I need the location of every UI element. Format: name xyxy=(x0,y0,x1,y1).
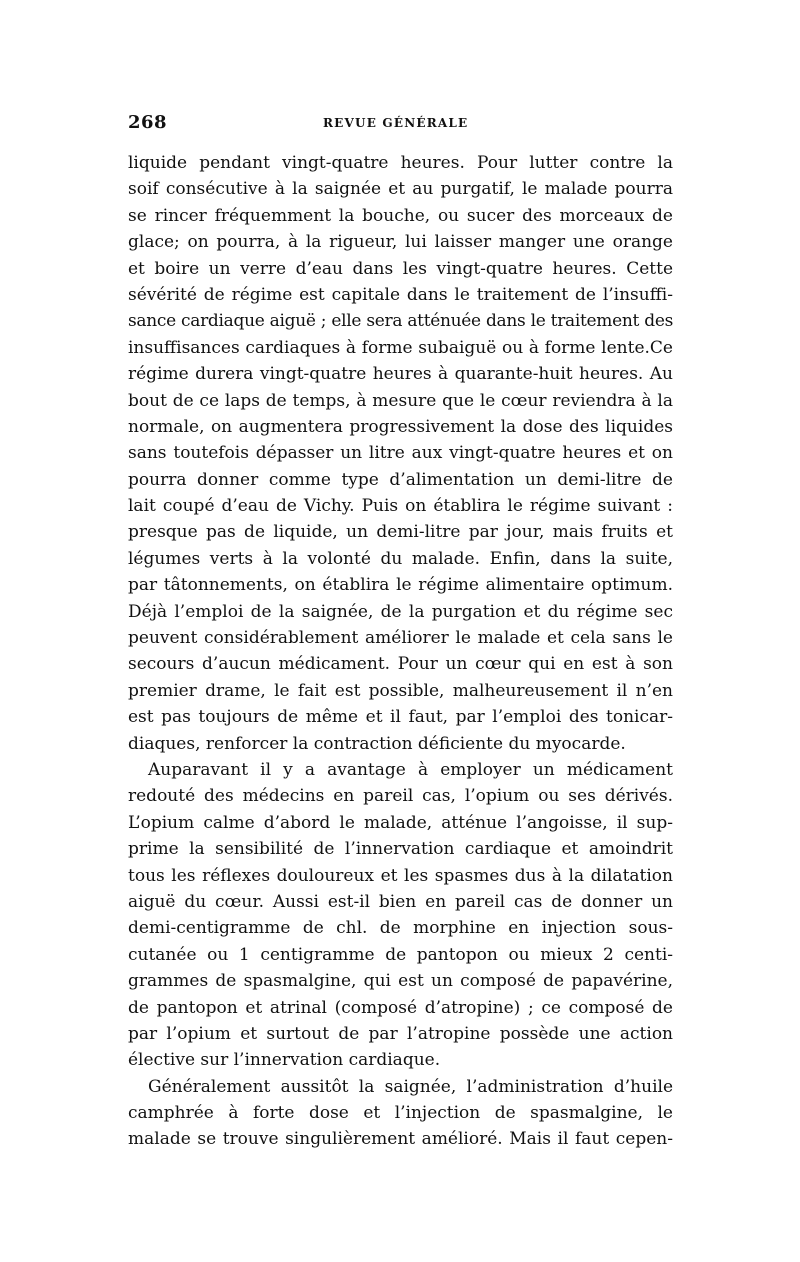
text-line: lait coupé d’eau de Vichy. Puis on établira le régime suivant : xyxy=(128,496,673,517)
text-line: secours d’aucun médicament. Pour un cœur qui en est à son xyxy=(128,654,673,675)
text-line: sance cardiaque aiguë ; elle sera atténuée dans le traitement des xyxy=(128,311,673,332)
text-line: Déjà l’emploi de la saignée, de la purgation et du régime sec xyxy=(128,601,673,622)
text-line: prime la sensibilité de l’innervation cardiaque et amoindrit xyxy=(128,839,673,860)
text-line: est pas toujours de même et il faut, par l’emploi des tonicar- xyxy=(128,707,673,728)
text-line: pourra donner comme type d’alimentation un demi-litre de xyxy=(128,469,673,490)
text-line: grammes de spasmalgine, qui est un composé de papavérine, xyxy=(128,971,673,992)
text-line: premier drame, le fait est possible, malheureusement il n’en xyxy=(128,680,673,701)
text-line: diaques, renforcer la contraction déficiente du myocarde. xyxy=(128,733,626,754)
text-line: tous les réflexes douloureux et les spasmes dus à la dilatation xyxy=(128,865,673,886)
text-line: liquide pendant vingt-quatre heures. Pour lutter contre la xyxy=(128,153,673,173)
text-line: régime durera vingt-quatre heures à quarante-huit heures. Au xyxy=(128,364,673,385)
text-line: et boire un verre d’eau dans les vingt-quatre heures. Cette xyxy=(128,258,673,279)
text-line: légumes verts à la volonté du malade. Enfin, dans la suite, xyxy=(128,548,673,569)
page-header xyxy=(128,112,673,138)
text-line: malade se trouve singulièrement amélioré. Mais il faut cepen- xyxy=(128,1129,673,1150)
text-line: élective sur l’innervation cardiaque. xyxy=(128,1050,441,1071)
text-line: sévérité de régime est capitale dans le traitement de l’insuffi- xyxy=(128,284,673,305)
text-line: sans toutefois dépasser un litre aux vingt-quatre heures et on xyxy=(128,443,673,464)
text-line: Généralement aussitôt la saignée, l’administration d’huile xyxy=(148,1076,673,1097)
text-line: insuffisances cardiaques à forme subaiguë ou à forme lente.Ce xyxy=(128,337,673,358)
text-line: de pantopon et atrinal (composé d’atropine) ; ce composé de xyxy=(128,997,673,1018)
text-line: soif consécutive à la saignée et au purgatif, le malade pourra xyxy=(128,179,673,200)
text-line: redouté des médecins en pareil cas, l’opium ou ses dérivés. xyxy=(128,786,673,807)
page-number: 268 xyxy=(128,112,168,133)
text-line: se rincer fréquemment la bouche, ou sucer des morceaux de xyxy=(128,205,673,226)
text-line: cutanée ou 1 centigramme de pantopon ou mieux 2 centi- xyxy=(128,944,673,965)
text-line: L’opium calme d’abord le malade, atténue l’angoisse, il sup- xyxy=(128,812,673,833)
book-page xyxy=(128,112,673,1153)
text-line: par tâtonnements, on établira le régime alimentaire optimum. xyxy=(128,575,673,596)
text-line: normale, on augmentera progressivement la dose des liquides xyxy=(128,416,673,437)
text-line: Auparavant il y a avantage à employer un médicament xyxy=(148,759,673,780)
running-title: REVUE GÉNÉRALE xyxy=(323,116,469,130)
body-text xyxy=(128,150,673,1153)
text-line: par l’opium et surtout de par l’atropine possède une action xyxy=(128,1023,673,1044)
text-line: demi-centigramme de chl. de morphine en injection sous- xyxy=(128,918,673,939)
text-line: bout de ce laps de temps, à mesure que le cœur reviendra à la xyxy=(128,390,673,411)
text-line: peuvent considérablement améliorer le malade et cela sans le xyxy=(128,628,673,649)
text-line: aiguë du cœur. Aussi est-il bien en pareil cas de donner un xyxy=(128,891,673,912)
text-line: glace; on pourra, à la rigueur, lui laisser manger une orange xyxy=(128,232,673,253)
text-line: camphrée à forte dose et l’injection de spasmalgine, le xyxy=(128,1103,673,1124)
text-line: presque pas de liquide, un demi-litre par jour, mais fruits et xyxy=(128,522,673,543)
